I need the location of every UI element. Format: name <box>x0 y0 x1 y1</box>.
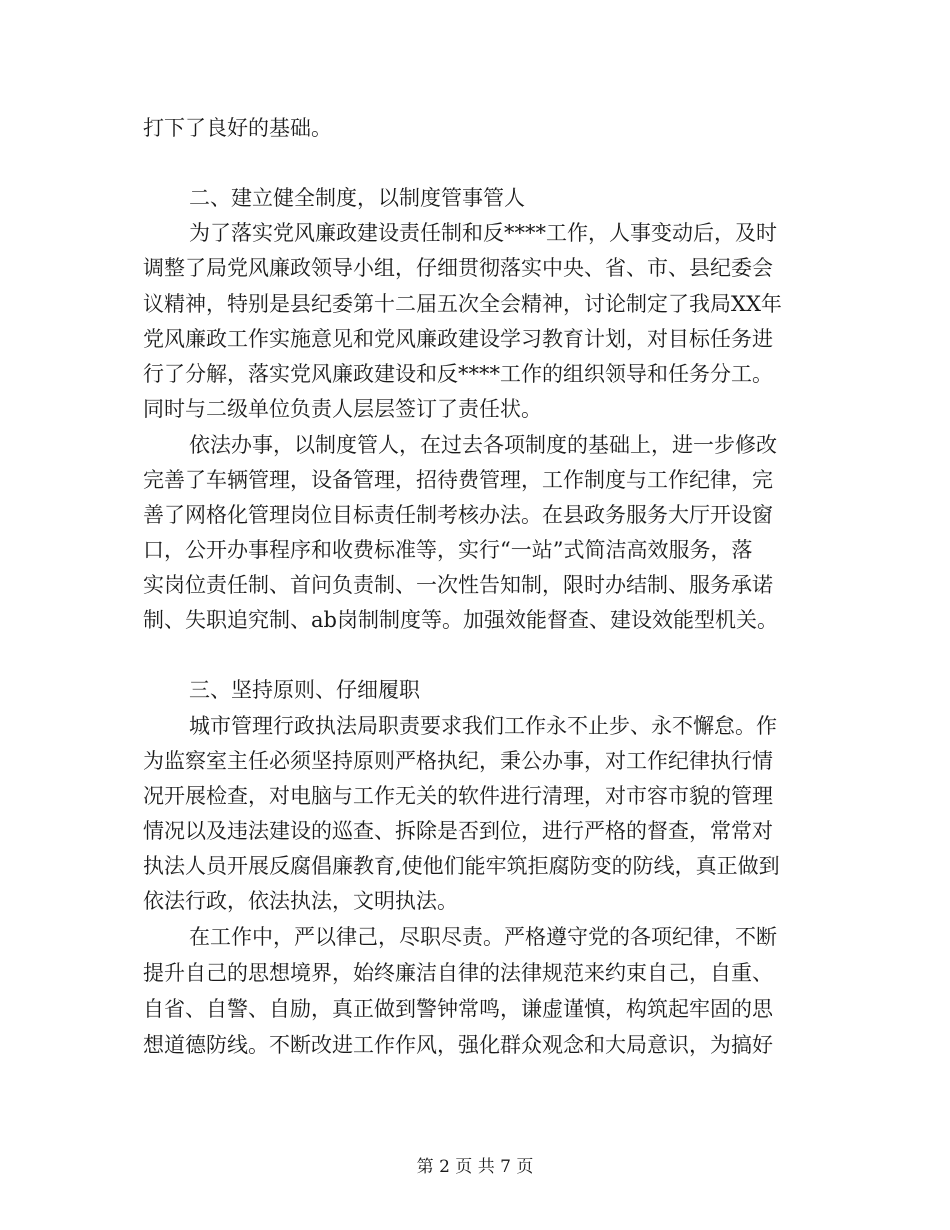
page-footer: 第 2 页 共 7 页 <box>416 1157 534 1177</box>
text-line: 想道德防线。不断改进工作作风，强化群众观念和大局意识，为搞好 <box>143 1033 773 1057</box>
text-line: 党风廉政工作实施意见和党风廉政建设学习教育计划，对目标任务进 <box>143 327 773 351</box>
text-line: 议精神，特别是县纪委第十二届五次全会精神，讨论制定了我局XX年 <box>143 292 782 316</box>
text-line: 依法办事，以制度管人，在过去各项制度的基础上，进一步修改 <box>189 433 777 457</box>
text-line: 城市管理行政执法局职责要求我们工作永不止步、永不懈怠。作 <box>189 714 777 738</box>
text-line: 为了落实党风廉政建设责任制和反****工作，人事变动后，及时 <box>189 221 777 245</box>
text-line: 善了网格化管理岗位目标责任制考核办法。在县政务服务大厅开设窗 <box>143 503 773 527</box>
text-line: 口，公开办事程序和收费标准等，实行“一站”式简洁高效服务，落 <box>143 538 753 562</box>
text-line: 提升自己的思想境界，始终廉洁自律的法律规范来约束自己，自重、 <box>143 961 773 985</box>
text-line: 依法行政，依法执法，文明执法。 <box>143 889 458 913</box>
text-line: 自省、自警、自励，真正做到警钟常鸣，谦虚谨慎，构筑起牢固的思 <box>143 997 773 1021</box>
text-line: 同时与二级单位负责人层层签订了责任状。 <box>143 397 542 421</box>
text-line: 行了分解，落实党风廉政建设和反****工作的组织领导和任务分工。 <box>143 362 773 386</box>
text-line: 况开展检查，对电脑与工作无关的软件进行清理，对市容市貌的管理 <box>143 784 773 808</box>
text-line: 情况以及违法建设的巡查、拆除是否到位，进行严格的督查，常常对 <box>143 819 773 843</box>
text-line: 执法人员开展反腐倡廉教育,使他们能牢筑拒腐防变的防线，真正做到 <box>143 854 780 878</box>
text-line: 打下了良好的基础。 <box>143 116 332 140</box>
text-line: 在工作中，严以律己，尽职尽责。严格遵守党的各项纪律，不断 <box>189 925 777 949</box>
text-line: 调整了局党风廉政领导小组，仔细贯彻落实中央、省、市、县纪委会 <box>143 256 773 280</box>
text-line: 制、失职追究制、ab岗制制度等。加强效能督查、建设效能型机关。 <box>143 608 778 632</box>
text-line: 完善了车辆管理，设备管理，招待费管理，工作制度与工作纪律，完 <box>143 468 773 492</box>
section-heading: 二、建立健全制度，以制度管事管人 <box>189 186 525 210</box>
text-line: 实岗位责任制、首问负责制、一次性告知制，限时办结制、服务承诺 <box>143 573 773 597</box>
section-heading: 三、坚持原则、仔细履职 <box>189 678 420 702</box>
text-line: 为监察室主任必须坚持原则严格执纪，秉公办事，对工作纪律执行情 <box>143 749 773 773</box>
